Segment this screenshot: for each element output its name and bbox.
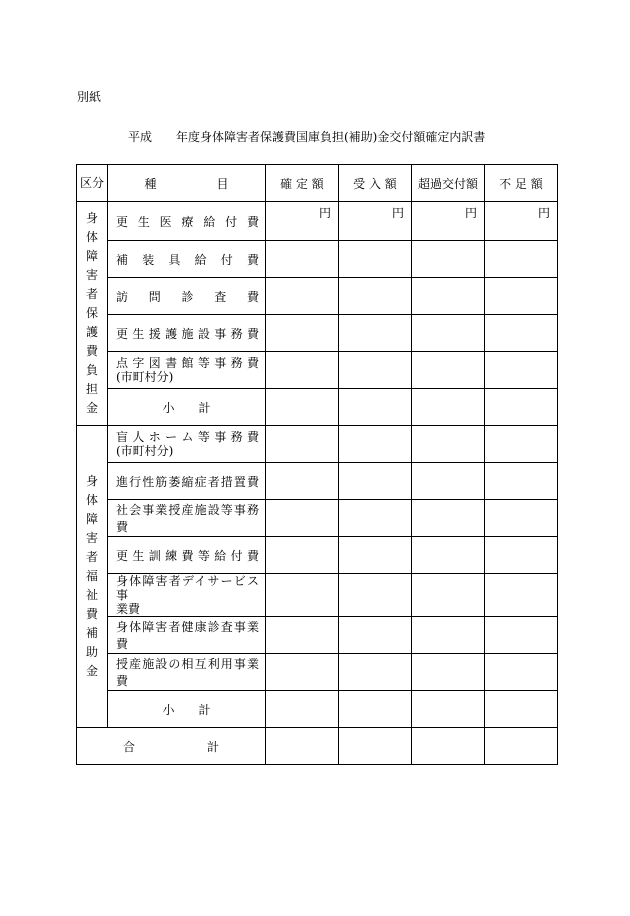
category-char: 害 (85, 268, 98, 282)
excess-amount-cell (412, 352, 485, 389)
subtotal-amount-cell (266, 691, 339, 728)
shortage-amount-cell (485, 278, 558, 315)
subtotal-amount-cell (485, 389, 558, 426)
confirmed-amount-cell (266, 574, 339, 617)
table-row (77, 352, 558, 389)
category-char: 補 (85, 626, 98, 640)
confirmed-amount-cell: 円 (266, 202, 339, 241)
category-char: 負 (85, 363, 98, 377)
item-name: 更生援護施設事務費 (108, 315, 266, 352)
shortage-amount-cell: 円 (485, 202, 558, 241)
item-name-line1: 身体障害者デイサービス事 (116, 574, 259, 602)
header-received: 受 入 額 (339, 165, 412, 202)
excess-amount-cell (412, 463, 485, 500)
confirmed-amount-cell (266, 352, 339, 389)
table-row (77, 617, 558, 654)
total-shortage-cell (485, 728, 558, 765)
category-char: 者 (85, 287, 98, 301)
category-char: 身 (85, 474, 98, 488)
table-row (77, 278, 558, 315)
received-amount-cell (339, 500, 412, 537)
breakdown-table (76, 164, 558, 765)
header-confirmed: 確 定 額 (266, 165, 339, 202)
shortage-amount-cell (485, 537, 558, 574)
category-char: 金 (85, 664, 98, 678)
table-row (77, 202, 558, 241)
table-row (77, 463, 558, 500)
confirmed-amount-cell (266, 315, 339, 352)
category-char: 助 (85, 645, 98, 659)
annex-label: 別紙 (77, 90, 102, 104)
category-char: 費 (85, 607, 98, 621)
shortage-amount-cell (485, 500, 558, 537)
category-char: 障 (85, 512, 98, 526)
shortage-amount-cell (485, 352, 558, 389)
subtotal-row (77, 389, 558, 426)
subtotal-row (77, 691, 558, 728)
header-category: 区分 (77, 165, 108, 202)
header-excess: 超過交付額 (412, 165, 485, 202)
excess-amount-cell (412, 241, 485, 278)
item-name: 社会事業授産施設等事務費 (108, 500, 266, 537)
excess-amount-cell (412, 278, 485, 315)
table-row (77, 241, 558, 278)
item-name: 補装具給付費 (108, 241, 266, 278)
group1-body (77, 202, 558, 426)
excess-amount-cell (412, 426, 485, 463)
received-amount-cell (339, 537, 412, 574)
item-name-line1: 点字図書館等事務費 (116, 356, 259, 370)
item-name (108, 574, 266, 617)
received-amount-cell (339, 278, 412, 315)
received-amount-cell (339, 426, 412, 463)
item-name: 更生医療給付費 (108, 202, 266, 241)
confirmed-amount-cell (266, 463, 339, 500)
category-char: 体 (85, 230, 98, 244)
item-name: 授産施設の相互利用事業費 (108, 654, 266, 691)
header-item: 種 目 (108, 165, 266, 202)
total-label: 合 計 (77, 728, 266, 765)
table-row (77, 537, 558, 574)
shortage-amount-cell (485, 463, 558, 500)
excess-amount-cell (412, 537, 485, 574)
item-name-line2: 業費 (116, 602, 141, 616)
received-amount-cell (339, 654, 412, 691)
category-char: 費 (85, 344, 98, 358)
received-amount-cell: 円 (339, 202, 412, 241)
excess-amount-cell (412, 574, 485, 617)
confirmed-amount-cell (266, 537, 339, 574)
excess-amount-cell (412, 654, 485, 691)
confirmed-amount-cell (266, 278, 339, 315)
table-row (77, 500, 558, 537)
subtotal-amount-cell (412, 691, 485, 728)
excess-amount-cell (412, 500, 485, 537)
category-char: 体 (85, 493, 98, 507)
table-row (77, 654, 558, 691)
subtotal-amount-cell (266, 389, 339, 426)
confirmed-amount-cell (266, 241, 339, 278)
document-title: 平成 年度身体障害者保護費国庫負担(補助)金交付額確定内訳書 (128, 130, 486, 144)
subtotal-amount-cell (485, 691, 558, 728)
shortage-amount-cell (485, 426, 558, 463)
category-char: 障 (85, 249, 98, 263)
subtotal-amount-cell (339, 389, 412, 426)
item-name-line1: 盲人ホーム等事務費 (116, 430, 259, 444)
excess-amount-cell (412, 315, 485, 352)
category-char: 金 (85, 401, 98, 415)
confirmed-amount-cell (266, 654, 339, 691)
excess-amount-cell: 円 (412, 202, 485, 241)
item-name: 更生訓練費等給付費 (108, 537, 266, 574)
item-name (108, 426, 266, 463)
received-amount-cell (339, 463, 412, 500)
confirmed-amount-cell (266, 617, 339, 654)
header-row (77, 165, 558, 202)
table-row (77, 426, 558, 463)
category-char: 護 (85, 325, 98, 339)
category-char: 身 (85, 211, 98, 225)
excess-amount-cell (412, 617, 485, 654)
received-amount-cell (339, 315, 412, 352)
subtotal-label: 小 計 (108, 691, 266, 728)
total-row (77, 728, 558, 765)
item-name: 進行性筋萎縮症者措置費 (108, 463, 266, 500)
received-amount-cell (339, 617, 412, 654)
subtotal-amount-cell (412, 389, 485, 426)
category-char: 担 (85, 382, 98, 396)
received-amount-cell (339, 241, 412, 278)
group2-category-label (77, 426, 108, 728)
group1-category-label (77, 202, 108, 426)
item-name-line2: (市町村分) (116, 444, 174, 458)
category-char: 祉 (85, 588, 98, 602)
table-row (77, 574, 558, 617)
confirmed-amount-cell (266, 500, 339, 537)
shortage-amount-cell (485, 315, 558, 352)
item-name (108, 352, 266, 389)
item-name: 訪問診査費 (108, 278, 266, 315)
category-char: 福 (85, 569, 98, 583)
shortage-amount-cell (485, 241, 558, 278)
shortage-amount-cell (485, 654, 558, 691)
subtotal-label: 小 計 (108, 389, 266, 426)
category-char: 者 (85, 550, 98, 564)
group2-body (77, 426, 558, 728)
total-excess-cell (412, 728, 485, 765)
shortage-amount-cell (485, 617, 558, 654)
received-amount-cell (339, 574, 412, 617)
header-shortage: 不 足 額 (485, 165, 558, 202)
category-char: 保 (85, 306, 98, 320)
item-name-line2: (市町村分) (116, 370, 174, 384)
total-received-cell (339, 728, 412, 765)
received-amount-cell (339, 352, 412, 389)
category-char: 害 (85, 531, 98, 545)
confirmed-amount-cell (266, 426, 339, 463)
item-name: 身体障害者健康診査事業費 (108, 617, 266, 654)
table-row (77, 315, 558, 352)
subtotal-amount-cell (339, 691, 412, 728)
shortage-amount-cell (485, 574, 558, 617)
total-confirmed-cell (266, 728, 339, 765)
